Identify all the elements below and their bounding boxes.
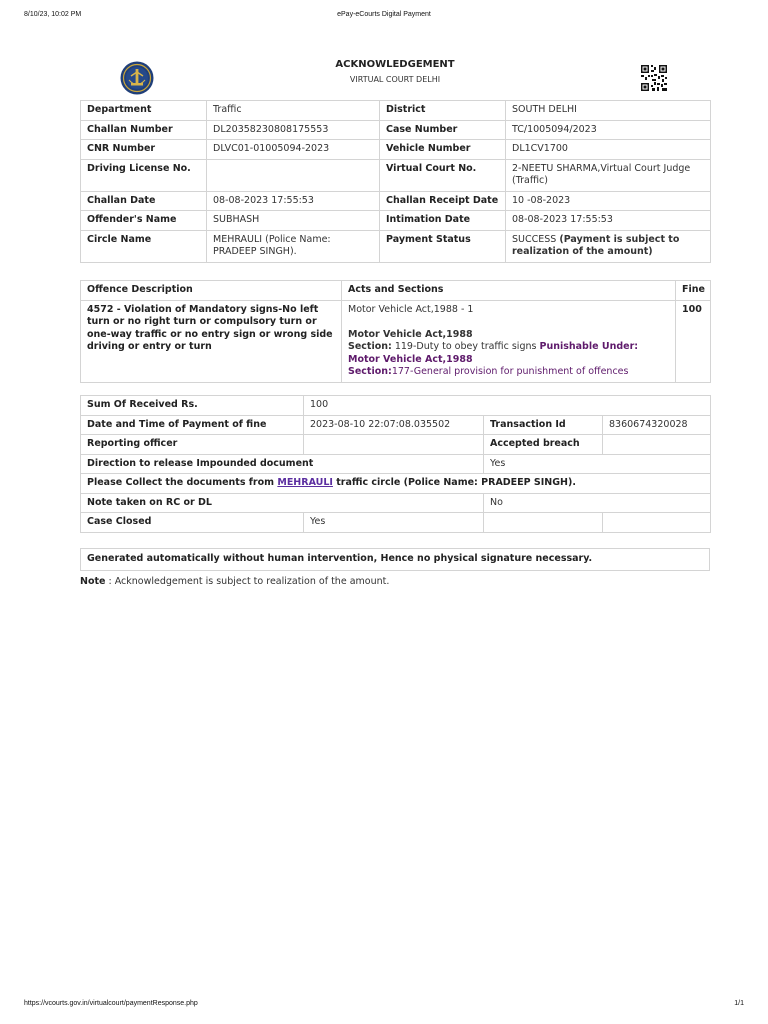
section-line	[348, 341, 669, 354]
acts-sections-header: Acts and Sections	[342, 281, 676, 301]
print-url: https://vcourts.gov.in/virtualcourt/paymentResponse.php	[24, 1000, 198, 1007]
payment-status-note: (Payment is subject to realization of the amount)	[512, 233, 680, 257]
cnr-value: DLVC01-01005094-2023	[207, 140, 380, 160]
district-label: District	[380, 101, 506, 121]
offence-table	[80, 280, 711, 383]
transaction-id-label: Transaction Id	[484, 415, 603, 435]
table-row	[81, 191, 711, 211]
virtual-court-label: Virtual Court No.	[380, 159, 506, 191]
note-rc-value: No	[484, 493, 711, 513]
circle-value: MEHRAULI (Police Name: PRADEEP SINGH).	[207, 230, 380, 262]
payment-status-value	[506, 230, 711, 262]
table-row	[81, 396, 711, 416]
collect-prefix: Please Collect the documents from	[87, 477, 278, 488]
print-datetime: 8/10/23, 10:02 PM	[24, 11, 82, 18]
challan-date-label: Challan Date	[81, 191, 207, 211]
empty-cell	[484, 513, 603, 533]
case-number-value: TC/1005094/2023	[506, 120, 711, 140]
act-name: Motor Vehicle Act,1988	[348, 328, 473, 340]
dl-label: Driving License No.	[81, 159, 207, 191]
table-row	[81, 415, 711, 435]
acknowledgement-header	[80, 58, 710, 98]
transaction-id-value: 8360674320028	[603, 415, 711, 435]
challan-number-label: Challan Number	[81, 120, 207, 140]
case-closed-label: Case Closed	[81, 513, 304, 533]
vehicle-value: DL1CV1700	[506, 140, 711, 160]
mehrauli-circle-link[interactable]: MEHRAULI	[277, 477, 333, 488]
table-row	[81, 454, 711, 474]
accepted-breach-label: Accepted breach	[484, 435, 603, 455]
payment-status: SUCCESS	[512, 233, 557, 245]
challan-details-table	[80, 100, 711, 263]
table-row	[81, 281, 711, 301]
table-row	[81, 211, 711, 231]
fine-value: 100	[676, 300, 711, 382]
collect-suffix: traffic circle (Police Name: PRADEEP SINGH).	[332, 477, 576, 488]
page-title: ACKNOWLEDGEMENT	[335, 59, 455, 70]
accepted-breach-value	[603, 435, 711, 455]
payment-status-label: Payment Status	[380, 230, 506, 262]
receipt-date-value: 10 -08-2023	[506, 191, 711, 211]
section-text: 119-Duty to obey traffic signs	[391, 341, 540, 352]
department-label: Department	[81, 101, 207, 121]
print-page-count: 1/1	[734, 1000, 744, 1007]
virtual-court-value: 2-NEETU SHARMA,Virtual Court Judge (Traffic)	[506, 159, 711, 191]
challan-date-value: 08-08-2023 17:55:53	[207, 191, 380, 211]
challan-number-value: DL20358230808175553	[207, 120, 380, 140]
note-text: : Acknowledgement is subject to realization of the amount.	[105, 576, 390, 587]
table-row	[81, 120, 711, 140]
release-document-label: Direction to release Impounded document	[81, 454, 484, 474]
receipt-date-label: Challan Receipt Date	[380, 191, 506, 211]
payment-datetime-label: Date and Time of Payment of fine	[81, 415, 304, 435]
offence-description: 4572 - Violation of Mandatory signs-No left turn or no right turn or compulsory turn or one-way traffic or no entry sign or wrong side driving or entry or turn	[81, 300, 342, 382]
table-row	[81, 493, 711, 513]
punish-section-line	[348, 366, 669, 379]
reporting-officer-label: Reporting officer	[81, 435, 304, 455]
release-document-value: Yes	[484, 454, 711, 474]
punish-section-label: Section:	[348, 366, 392, 377]
section-label: Section:	[348, 341, 392, 352]
page-subtitle: VIRTUAL COURT DELHI	[349, 75, 441, 84]
table-row	[81, 549, 710, 571]
department-value: Traffic	[207, 101, 380, 121]
acknowledgement-note	[80, 576, 389, 587]
offender-value: SUBHASH	[207, 211, 380, 231]
sum-received-label: Sum Of Received Rs.	[81, 396, 304, 416]
vehicle-label: Vehicle Number	[380, 140, 506, 160]
table-row	[81, 474, 711, 494]
note-rc-label: Note taken on RC or DL	[81, 493, 484, 513]
table-row	[81, 435, 711, 455]
sum-received-value: 100	[304, 396, 711, 416]
intimation-label: Intimation Date	[380, 211, 506, 231]
table-row	[81, 230, 711, 262]
empty-cell	[603, 513, 711, 533]
table-row	[81, 140, 711, 160]
reporting-officer-value	[304, 435, 484, 455]
qr-code-icon	[640, 64, 668, 92]
cnr-label: CNR Number	[81, 140, 207, 160]
district-value: SOUTH DELHI	[506, 101, 711, 121]
table-row	[81, 101, 711, 121]
case-closed-value: Yes	[304, 513, 484, 533]
offender-label: Offender's Name	[81, 211, 207, 231]
note-label: Note	[80, 576, 106, 587]
print-header	[24, 11, 744, 21]
fine-header: Fine	[676, 281, 711, 301]
print-page-title: ePay-eCourts Digital Payment	[337, 11, 431, 18]
collect-documents-notice	[81, 474, 711, 494]
circle-label: Circle Name	[81, 230, 207, 262]
auto-generated-table	[80, 548, 710, 571]
acts-sections	[342, 300, 676, 382]
table-row	[81, 513, 711, 533]
offence-description-header: Offence Description	[81, 281, 342, 301]
case-number-label: Case Number	[380, 120, 506, 140]
print-footer	[24, 1000, 744, 1010]
punish-act: Motor Vehicle Act,1988	[348, 353, 473, 365]
dl-value	[207, 159, 380, 191]
punishable-label: Punishable Under:	[539, 341, 639, 352]
intimation-value: 08-08-2023 17:55:53	[506, 211, 711, 231]
punish-section-text: 177-General provision for punishment of offences	[391, 366, 629, 377]
payment-table	[80, 395, 711, 533]
act-line: Motor Vehicle Act,1988 - 1	[348, 303, 474, 315]
table-row	[81, 300, 711, 382]
table-row	[81, 159, 711, 191]
payment-datetime-value: 2023-08-10 22:07:08.035502	[304, 415, 484, 435]
auto-generated-notice: Generated automatically without human intervention, Hence no physical signature necessary.	[81, 549, 710, 571]
